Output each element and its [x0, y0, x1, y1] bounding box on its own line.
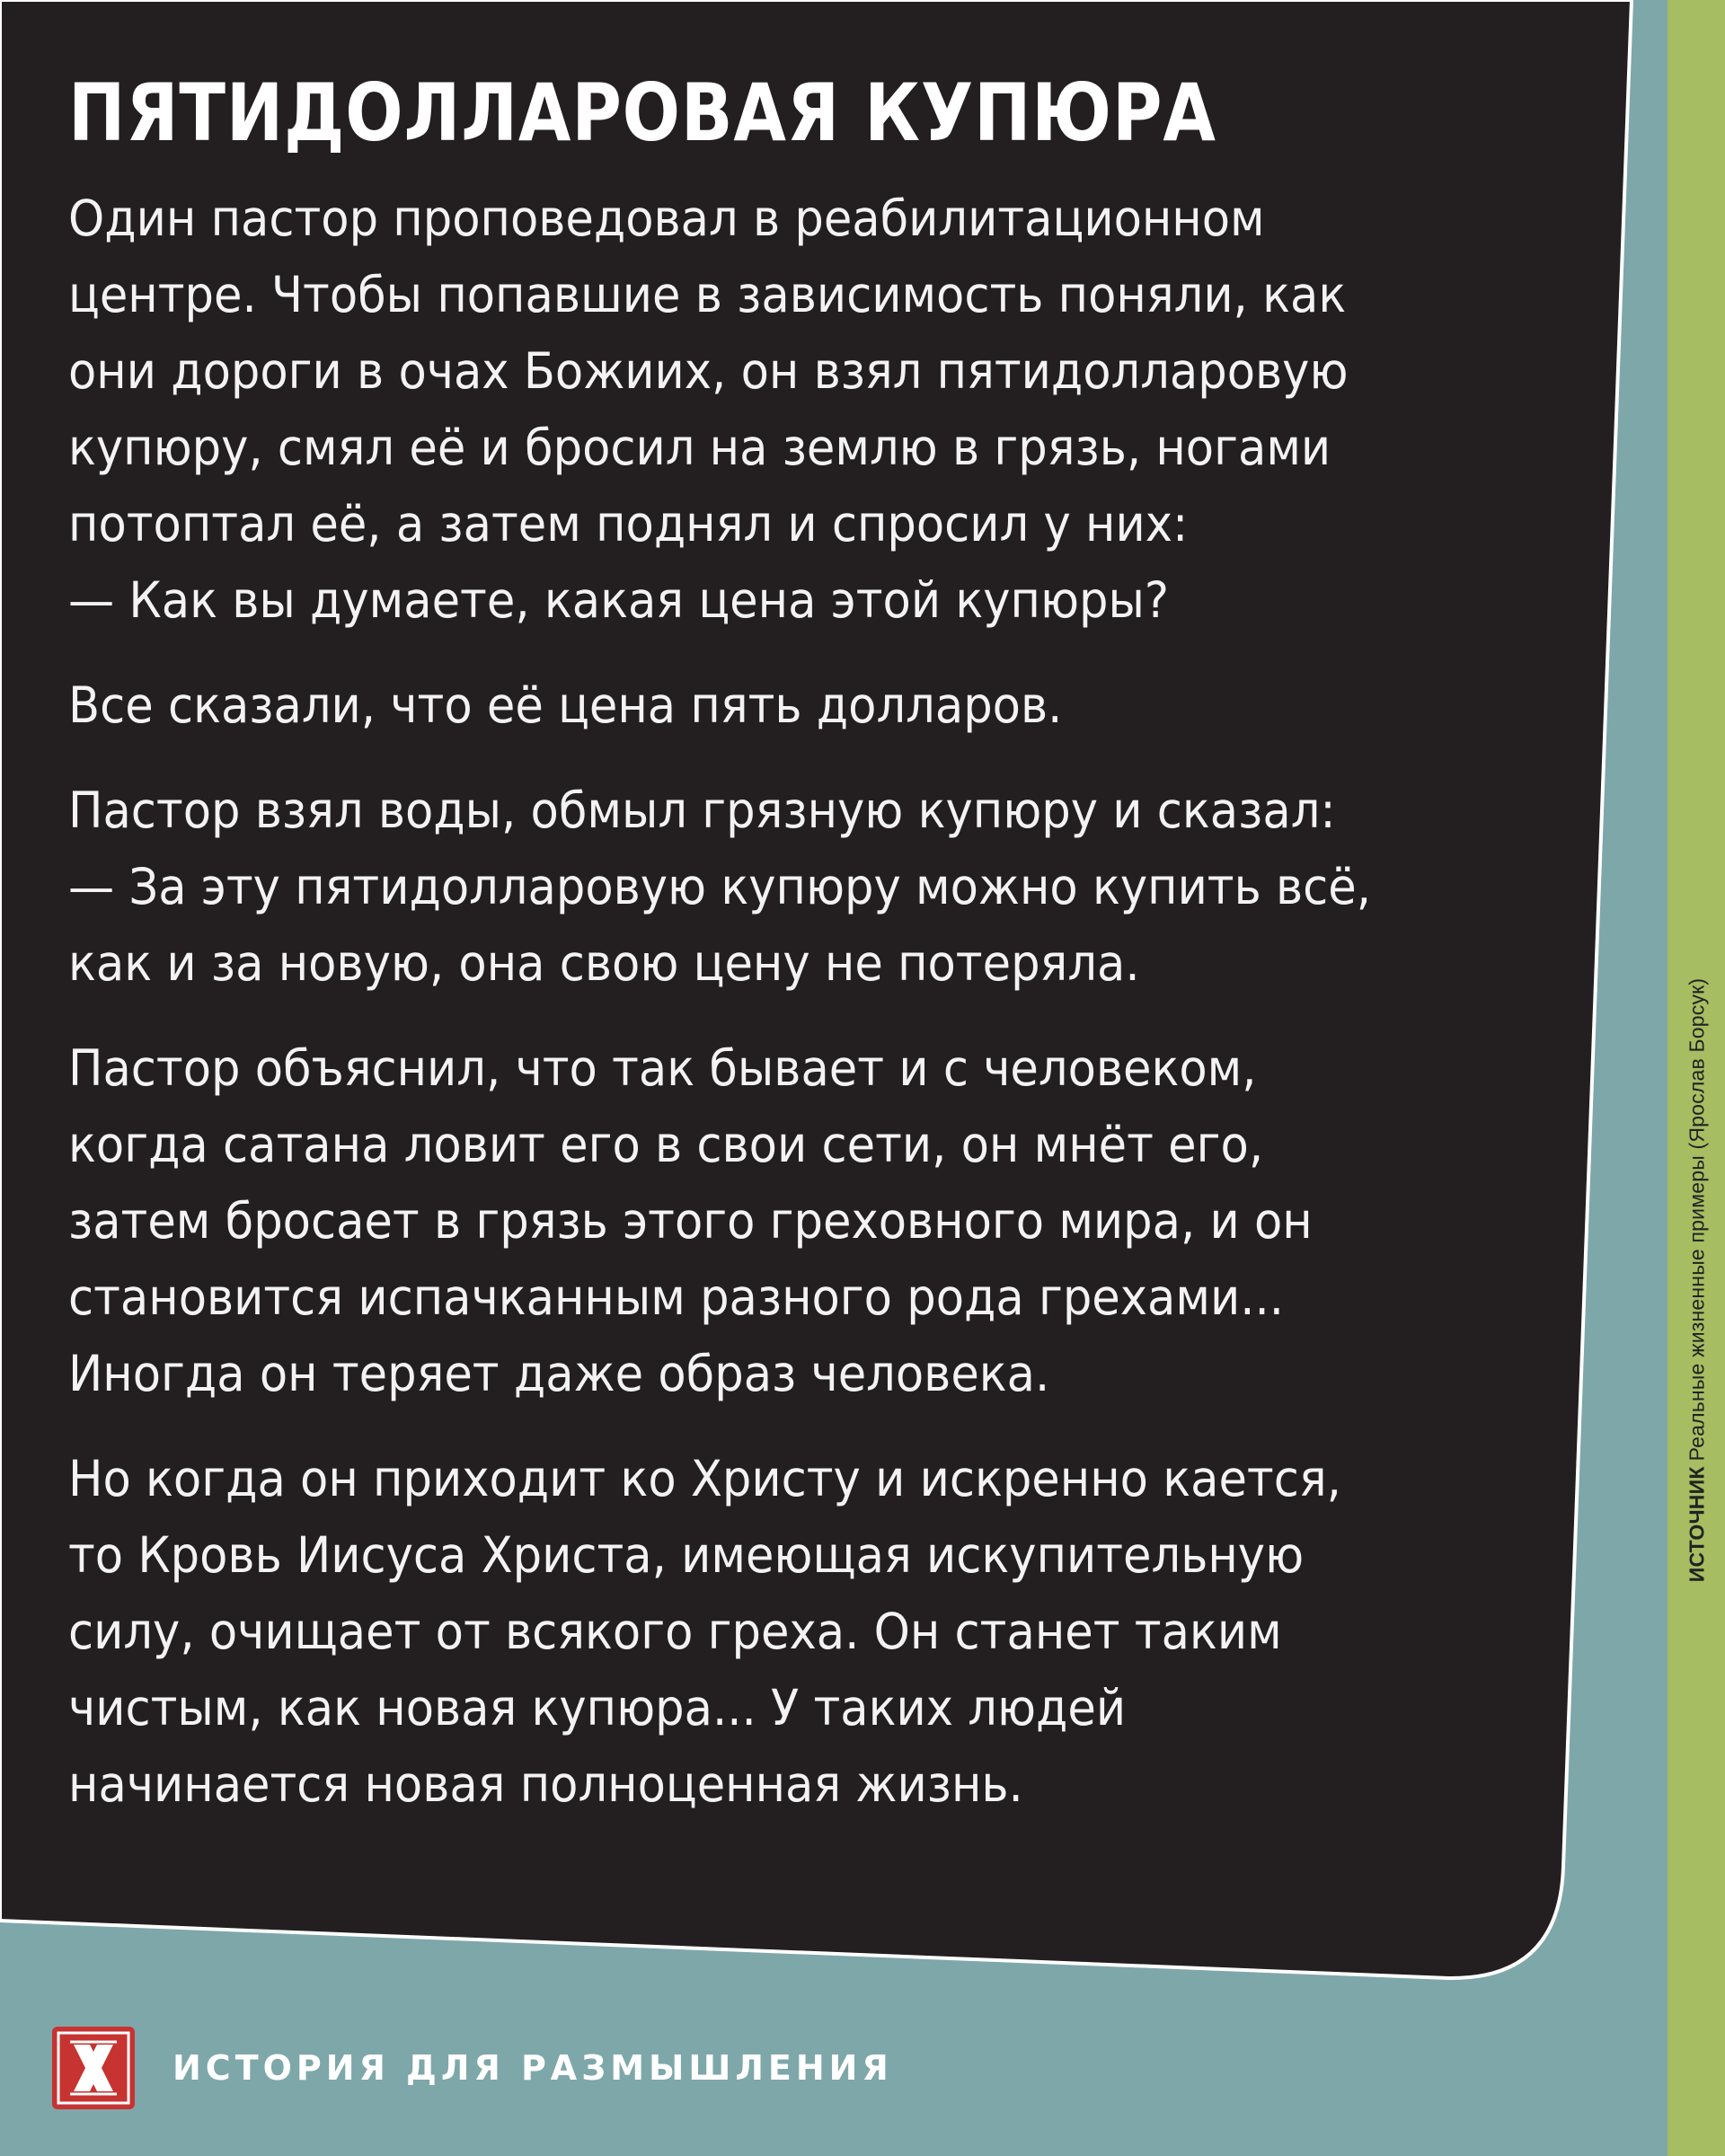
story-line: становится испачканным разного рода грехами... [68, 1268, 1285, 1326]
story-paragraph [68, 773, 1438, 1002]
story-line: центре. Чтобы попавшие в зависимость поняли, как [68, 265, 1347, 323]
story-line: то Кровь Иисуса Христа, имеющая искупительную [68, 1525, 1305, 1584]
story-line: когда сатана ловит его в свои сети, он мнёт его, [68, 1115, 1264, 1173]
story-paragraph [68, 1030, 1438, 1412]
story-line: силу, очищает от всякого греха. Он станет таким [68, 1602, 1282, 1660]
source-text: Реальные жизненные примеры (Ярослав Борсук) [1685, 977, 1709, 1462]
story-paragraph [68, 181, 1438, 639]
source-label: ИСТОЧНИК [1685, 1466, 1709, 1583]
story-line: Иногда он теряет даже образ человека. [68, 1344, 1050, 1402]
story-line: — Как вы думаете, какая цена этой купюры? [68, 570, 1170, 629]
story-line: Но когда он приходит ко Христу и искренно кается, [68, 1449, 1341, 1507]
footer-label: ИСТОРИЯ ДЛЯ РАЗМЫШЛЕНИЯ [172, 2048, 893, 2088]
story-line: чистым, как новая купюра... У таких людей [68, 1678, 1127, 1736]
story-line: начинается новая полноценная жизнь. [68, 1754, 1023, 1813]
footer [52, 2025, 893, 2111]
story-line: купюру, смял её и бросил на землю в грязь, ногами [68, 418, 1331, 476]
story-card [68, 66, 1542, 1851]
story-line: Пастор взял воды, обмыл грязную купюру и сказал: [68, 781, 1336, 839]
story-paragraph [68, 667, 1438, 744]
story-line: — За эту пятидолларовую купюру можно купить всё, [68, 857, 1372, 915]
story-body [68, 181, 1542, 1823]
story-line: затем бросает в грязь этого греховного мира, и он [68, 1191, 1313, 1250]
story-line: Один пастор проповедовал в реабилитационном [68, 189, 1265, 247]
story-line: потоптал её, а затем поднял и спросил у них: [68, 494, 1189, 552]
story-line: они дороги в очах Божиих, он взял пятидолларовую [68, 341, 1349, 400]
story-line: Пастор объяснил, что так бывает и с человеком, [68, 1038, 1257, 1097]
story-title: ПЯТИДОЛЛАРОВАЯ КУПЮРА [68, 66, 1216, 159]
story-line: Все сказали, что её цена пять долларов. [68, 676, 1063, 734]
x-logo-icon [52, 2027, 135, 2109]
story-paragraph [68, 1441, 1438, 1823]
story-line: как и за новую, она свою цену не потеряла. [68, 933, 1140, 992]
